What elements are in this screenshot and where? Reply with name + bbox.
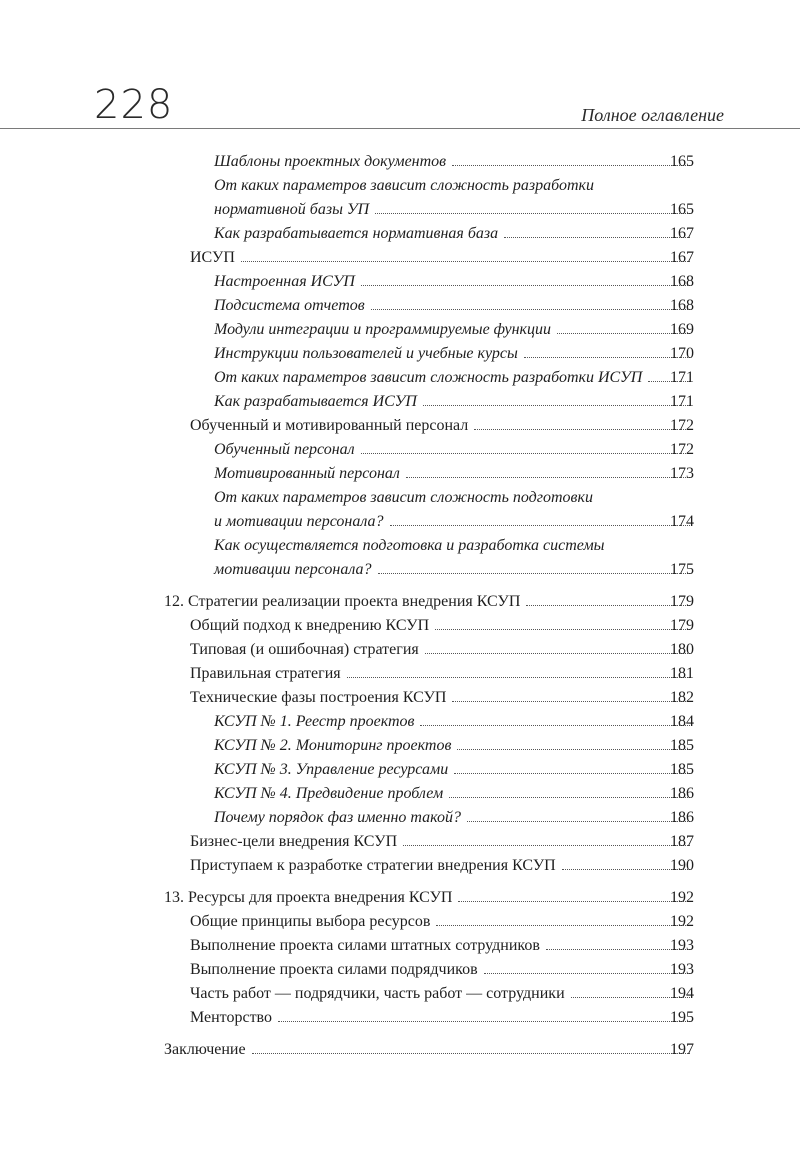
leader-dots xyxy=(241,261,690,262)
toc-entry-page: 190 xyxy=(670,857,694,874)
toc-entry-page: 165 xyxy=(670,201,694,218)
leader-dots xyxy=(390,525,690,526)
toc-entry xyxy=(0,734,800,758)
toc-entry-page: 168 xyxy=(670,297,694,314)
toc-entry xyxy=(0,318,800,342)
toc-entry-page: 174 xyxy=(670,513,694,530)
toc-entry xyxy=(0,294,800,318)
toc-entry-title: Общие принципы выбора ресурсов xyxy=(190,910,430,934)
toc-entry-title: От каких параметров зависит сложность разработки xyxy=(214,174,594,198)
toc-entry-page: 167 xyxy=(670,249,694,266)
toc-entry xyxy=(0,558,800,582)
toc-entry-title: КСУП № 2. Мониторинг проектов xyxy=(214,734,451,758)
toc-entry xyxy=(0,910,800,934)
toc-entry xyxy=(0,462,800,486)
leader-dots xyxy=(526,605,690,606)
leader-dots xyxy=(546,949,690,950)
toc-entry-title: Обученный и мотивированный персонал xyxy=(190,414,468,438)
toc-entry xyxy=(0,342,800,366)
toc-entry xyxy=(0,150,800,174)
leader-dots xyxy=(347,677,690,678)
leader-dots xyxy=(524,357,690,358)
toc-entry xyxy=(0,638,800,662)
toc-entry-page: 195 xyxy=(670,1009,694,1026)
leader-dots xyxy=(361,453,690,454)
toc-entry-page: 192 xyxy=(670,913,694,930)
toc-entry-page: 192 xyxy=(670,889,694,906)
toc-entry-page: 181 xyxy=(670,665,694,682)
toc-entry-title: Модули интеграции и программируемые функции xyxy=(214,318,551,342)
header-rule xyxy=(0,128,800,129)
toc-entry-title: Менторство xyxy=(190,1006,272,1030)
toc-entry-page: 179 xyxy=(670,593,694,610)
leader-dots xyxy=(484,973,690,974)
toc-entry xyxy=(0,390,800,414)
toc-entry xyxy=(0,486,800,510)
toc-entry-page: 165 xyxy=(670,153,694,170)
toc-entry-page: 197 xyxy=(670,1041,694,1058)
toc-entry-title: Подсистема отчетов xyxy=(214,294,365,318)
toc-entry xyxy=(0,414,800,438)
leader-dots xyxy=(452,165,690,166)
toc-entry-title: Технические фазы построения КСУП xyxy=(190,686,446,710)
toc-entry xyxy=(0,222,800,246)
toc-entry-title: Заключение xyxy=(164,1038,246,1062)
toc-entry-title: ИСУП xyxy=(190,246,235,270)
toc-entry xyxy=(0,534,800,558)
toc-entry xyxy=(0,758,800,782)
leader-dots xyxy=(467,821,690,822)
toc-entry-title: 13. Ресурсы для проекта внедрения КСУП xyxy=(164,886,452,910)
toc-entry-page: 171 xyxy=(670,369,694,386)
leader-dots xyxy=(423,405,690,406)
toc-entry-title: Общий подход к внедрению КСУП xyxy=(190,614,429,638)
toc-entry-page: 175 xyxy=(670,561,694,578)
leader-dots xyxy=(449,797,690,798)
toc-entry-page: 180 xyxy=(670,641,694,658)
toc-entry-page: 186 xyxy=(670,785,694,802)
toc-entry-page: 193 xyxy=(670,937,694,954)
leader-dots xyxy=(436,925,690,926)
leader-dots xyxy=(435,629,690,630)
toc-entry xyxy=(0,982,800,1006)
toc-entry-page: 185 xyxy=(670,737,694,754)
toc-entry xyxy=(0,782,800,806)
leader-dots xyxy=(504,237,690,238)
toc-entry-title: Выполнение проекта силами подрядчиков xyxy=(190,958,478,982)
toc-entry-page: 171 xyxy=(670,393,694,410)
toc-entry xyxy=(0,662,800,686)
leader-dots xyxy=(252,1053,690,1054)
toc-entry-title: Настроенная ИСУП xyxy=(214,270,355,294)
toc-entry xyxy=(0,438,800,462)
toc-entry-page: 167 xyxy=(670,225,694,242)
toc-entry xyxy=(0,270,800,294)
toc-entry-page: 186 xyxy=(670,809,694,826)
leader-dots xyxy=(403,845,690,846)
running-head: Полное оглавление xyxy=(581,105,724,125)
leader-dots xyxy=(474,429,690,430)
page-number: 228 xyxy=(94,82,174,128)
toc-entry-page: 168 xyxy=(670,273,694,290)
toc-entry xyxy=(0,934,800,958)
toc-entry-title: Шаблоны проектных документов xyxy=(214,150,446,174)
toc-entry-title: Как разрабатывается ИСУП xyxy=(214,390,417,414)
toc-entry-title: Бизнес-цели внедрения КСУП xyxy=(190,830,397,854)
toc-entry xyxy=(0,710,800,734)
toc-entry xyxy=(0,366,800,390)
toc-entry-page: 194 xyxy=(670,985,694,1002)
toc-entry-title: Как разрабатывается нормативная база xyxy=(214,222,498,246)
toc-entry-page: 172 xyxy=(670,417,694,434)
toc-entry xyxy=(0,174,800,198)
toc-entry-title: КСУП № 1. Реестр проектов xyxy=(214,710,414,734)
toc-entry-title: Обученный персонал xyxy=(214,438,355,462)
toc-entry xyxy=(0,1006,800,1030)
toc-entry xyxy=(0,830,800,854)
leader-dots xyxy=(361,285,690,286)
toc-entry xyxy=(0,510,800,534)
leader-dots xyxy=(454,773,690,774)
toc-entry xyxy=(0,198,800,222)
toc-entry-title: Типовая (и ошибочная) стратегия xyxy=(190,638,419,662)
leader-dots xyxy=(457,749,690,750)
toc-entry xyxy=(0,614,800,638)
leader-dots xyxy=(375,213,690,214)
toc-entry-title: КСУП № 4. Предвидение проблем xyxy=(214,782,443,806)
toc-entry xyxy=(0,686,800,710)
leader-dots xyxy=(378,573,690,574)
toc-entry-title: мотивации персонала? xyxy=(214,558,372,582)
toc-entry xyxy=(0,806,800,830)
leader-dots xyxy=(406,477,690,478)
toc-entry-title: Приступаем к разработке стратегии внедрения КСУП xyxy=(190,854,556,878)
leader-dots xyxy=(420,725,690,726)
toc-entry-page: 179 xyxy=(670,617,694,634)
toc-entry xyxy=(0,590,800,614)
toc-entry xyxy=(0,854,800,878)
toc-entry-title: и мотивации персонала? xyxy=(214,510,384,534)
toc-entry-page: 170 xyxy=(670,345,694,362)
toc-entry-page: 184 xyxy=(670,713,694,730)
toc-entry-page: 182 xyxy=(670,689,694,706)
leader-dots xyxy=(458,901,690,902)
toc-entry-title: Как осуществляется подготовка и разработка системы xyxy=(214,534,605,558)
toc-entry-page: 185 xyxy=(670,761,694,778)
toc-entry xyxy=(0,246,800,270)
toc-entry-page: 169 xyxy=(670,321,694,338)
toc-entry-title: Правильная стратегия xyxy=(190,662,341,686)
leader-dots xyxy=(425,653,690,654)
leader-dots xyxy=(452,701,690,702)
toc-entry-title: Часть работ — подрядчики, часть работ — сотрудники xyxy=(190,982,565,1006)
toc-entry-title: КСУП № 3. Управление ресурсами xyxy=(214,758,448,782)
toc-entry-title: От каких параметров зависит сложность разработки ИСУП xyxy=(214,366,642,390)
toc-entry-title: Почему порядок фаз именно такой? xyxy=(214,806,461,830)
leader-dots xyxy=(278,1021,690,1022)
toc-entry-page: 173 xyxy=(670,465,694,482)
toc-entry-page: 193 xyxy=(670,961,694,978)
toc-entry xyxy=(0,1038,800,1062)
toc-entry xyxy=(0,958,800,982)
toc-entry-page: 172 xyxy=(670,441,694,458)
toc-entry-title: нормативной базы УП xyxy=(214,198,369,222)
leader-dots xyxy=(371,309,690,310)
toc-entry-title: 12. Стратегии реализации проекта внедрения КСУП xyxy=(164,590,520,614)
toc-entry-title: От каких параметров зависит сложность подготовки xyxy=(214,486,593,510)
toc-entry-title: Мотивированный персонал xyxy=(214,462,400,486)
toc-entry-title: Выполнение проекта силами штатных сотрудников xyxy=(190,934,540,958)
toc-entry-title: Инструкции пользователей и учебные курсы xyxy=(214,342,518,366)
toc-entry-page: 187 xyxy=(670,833,694,850)
toc-entry xyxy=(0,886,800,910)
